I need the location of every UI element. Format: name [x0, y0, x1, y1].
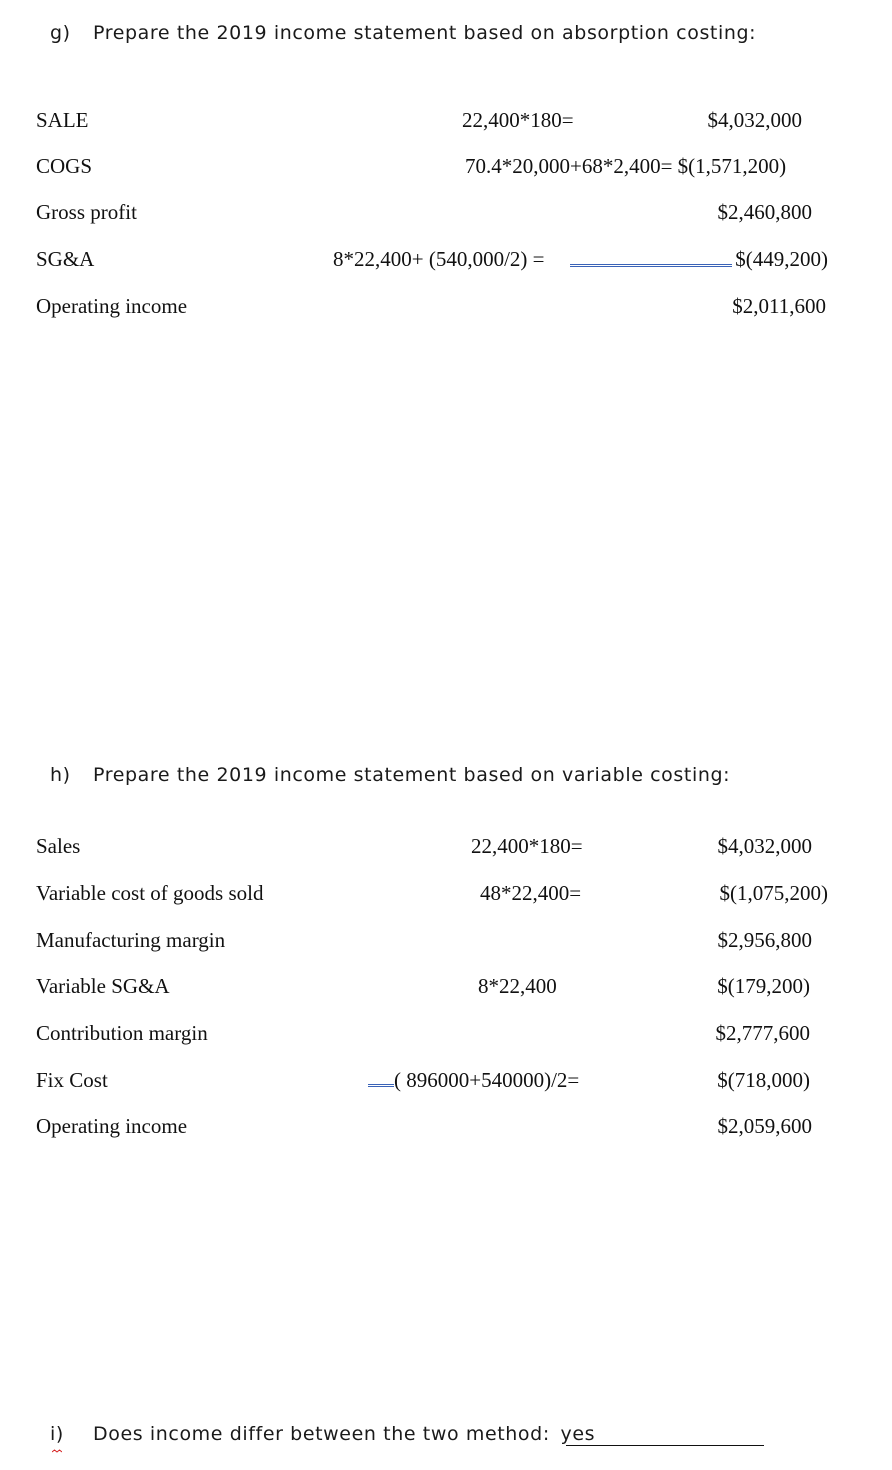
sga-double-underline — [570, 264, 732, 267]
section-h-title: Prepare the 2019 income statement based on variable costing: — [93, 764, 731, 786]
h-row-var-sga-label: Variable SG&A — [36, 974, 170, 998]
h-row-sales-calc: 22,400*180= — [471, 834, 583, 858]
g-row-sga-amount: $(449,200) — [735, 247, 828, 271]
g-row-sale-amount: $4,032,000 — [707, 108, 802, 132]
h-row-sales-amount: $4,032,000 — [717, 834, 812, 858]
h-row-operating-income-amount: $2,059,600 — [717, 1114, 812, 1138]
h-row-var-sga-calc: 8*22,400 — [478, 974, 557, 998]
h-row-sales-label: Sales — [36, 834, 81, 858]
h-row-mfg-margin-amount: $2,956,800 — [717, 928, 812, 952]
section-i-question: Does income differ between the two method: — [93, 1423, 550, 1445]
section-h-heading — [50, 764, 730, 786]
g-row-gross-profit-label: Gross profit — [36, 200, 137, 224]
section-g-title: Prepare the 2019 income statement based on absorption costing: — [93, 22, 757, 44]
section-g-label: g) — [50, 22, 71, 44]
h-row-vcogs-label: Variable cost of goods sold — [36, 881, 264, 905]
fix-cost-double-underline — [368, 1084, 394, 1087]
section-i-label: i) — [50, 1423, 64, 1445]
h-row-operating-income-label: Operating income — [36, 1114, 188, 1138]
h-row-contribution-amount: $2,777,600 — [715, 1021, 810, 1045]
section-g-heading — [50, 22, 756, 44]
h-row-vcogs-amount: $(1,075,200) — [719, 881, 828, 905]
section-i-answer: yes — [560, 1423, 596, 1445]
h-row-fix-cost-calc: ( 896000+540000)/2= — [394, 1068, 580, 1092]
h-row-var-sga-amount: $(179,200) — [717, 974, 810, 998]
h-row-fix-cost-label: Fix Cost — [36, 1068, 108, 1092]
section-i-heading — [50, 1423, 595, 1445]
h-row-contribution-label: Contribution margin — [36, 1021, 208, 1045]
g-row-operating-income-amount: $2,011,600 — [732, 294, 826, 318]
spellcheck-squiggle — [52, 1449, 62, 1453]
g-row-sga-label: SG&A — [36, 247, 95, 271]
g-row-cogs-calc: 70.4*20,000+68*2,400= $(1,571,200) — [465, 154, 787, 178]
g-row-cogs-label: COGS — [36, 154, 93, 178]
h-row-vcogs-calc: 48*22,400= — [480, 881, 582, 905]
h-row-mfg-margin-label: Manufacturing margin — [36, 928, 226, 952]
g-row-operating-income-label: Operating income — [36, 294, 188, 318]
g-row-sale-label: SALE — [36, 108, 89, 132]
h-row-fix-cost-amount: $(718,000) — [717, 1068, 810, 1092]
g-row-gross-profit-amount: $2,460,800 — [717, 200, 812, 224]
answer-underline — [566, 1445, 764, 1446]
g-row-sga-calc: 8*22,400+ (540,000/2) = — [333, 247, 545, 271]
section-h-label: h) — [50, 764, 71, 786]
g-row-sale-calc: 22,400*180= — [462, 108, 574, 132]
